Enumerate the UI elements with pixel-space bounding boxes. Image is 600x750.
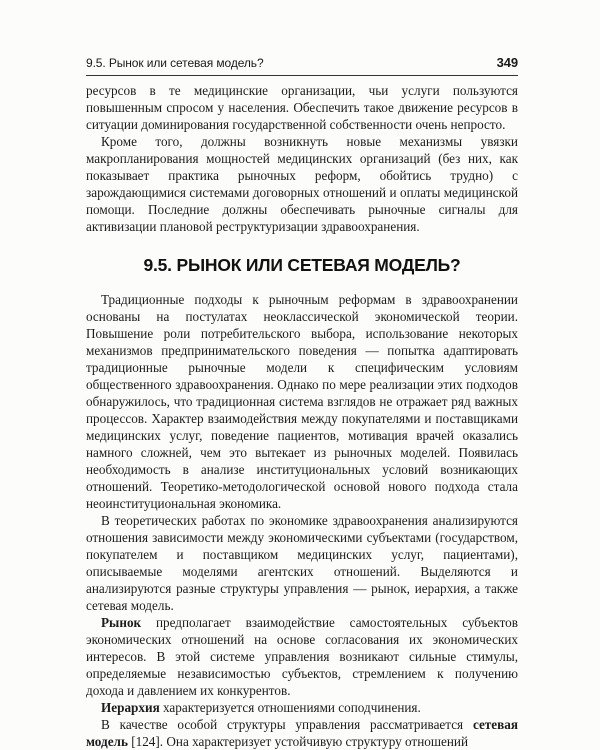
body-text [86,82,518,750]
paragraph: Кроме того, должны возникнуть новые механизмы увязки макропланирования мощностей медицинских организаций (без них, как показывает практика рыночных реформ, обойтись трудно) с зарождающимися системами договорных отношений и оплаты медицинской помощи. Последние должны обеспечивать рыночные сигналы для активизации плановой реструктуризации здравоохранения. [86,134,518,234]
term-market: Рынок [101,615,142,630]
paragraph-text: предполагает взаимодействие самостоятельных субъектов экономических отношений на основе согласования их экономических интересов. В этой системе управления возникают сильные стимулы, определяемые независимостью субъектов, стремлением к получению дохода и давлением их конкурентов. [86,615,518,698]
paragraph: В теоретических работах по экономике здравоохранения анализируются отношения зависимости между экономическими субъектами (государством, покупателем и поставщиком медицинских услуг, пациентами), описываемые моделями агентских отношений. Выделяются и анализируются разные структуры управления — рынок, иерархия, а также сетевая модель. [86,513,518,613]
page-number: 349 [496,55,518,70]
paragraph-text: В качестве особой структуры управления рассматривается [101,717,473,732]
term-network-model: сетевая модель [86,717,518,749]
term-hierarchy: Иерархия [101,700,160,715]
paragraph-text: [124]. Она характеризует устойчивую структуру отношений [127,734,469,749]
running-header-title: 9.5. Рынок или сетевая модель? [86,56,264,70]
section-heading: 9.5. РЫНОК ИЛИ СЕТЕВАЯ МОДЕЛЬ? [143,255,461,275]
paragraph-continuation: ресурсов в те медицинские организации, чьи услуги пользуются повышенным спросом у населения. Обеспечить такое движение ресурсов в ситуации доминирования государственной собственности очень непросто. [86,83,518,132]
running-header [86,53,518,76]
paragraph-network [86,716,518,750]
paragraph-text: характеризуется отношениями соподчинения. [159,700,421,715]
paragraph-market [86,614,518,699]
paragraph-hierarchy [86,699,518,716]
paragraph: Традиционные подходы к рыночным реформам в здравоохранении основаны на постулатах неоклассической экономической теории. Повышение роли потребительского выбора, использование некоторых механизмов предпринимательского поведения — попытка адаптировать традиционные рыночные модели к специфическим условиям общественного здравоохранения. Однако по мере реализации этих подходов обнаружилось, что традиционная система взглядов не отражает ряд важных процессов. Характер взаимодействия между покупателями и поставщиками медицинских услуг, поведение пациентов, мотивация врачей оказались намного сложней, чем это вытекает из рыночных моделей. Появилась необходимость в анализе институциональных условий возникающих отношений. Теоретико-методологической основой нового подхода стала неоинституциональная экономика. [86,292,518,511]
